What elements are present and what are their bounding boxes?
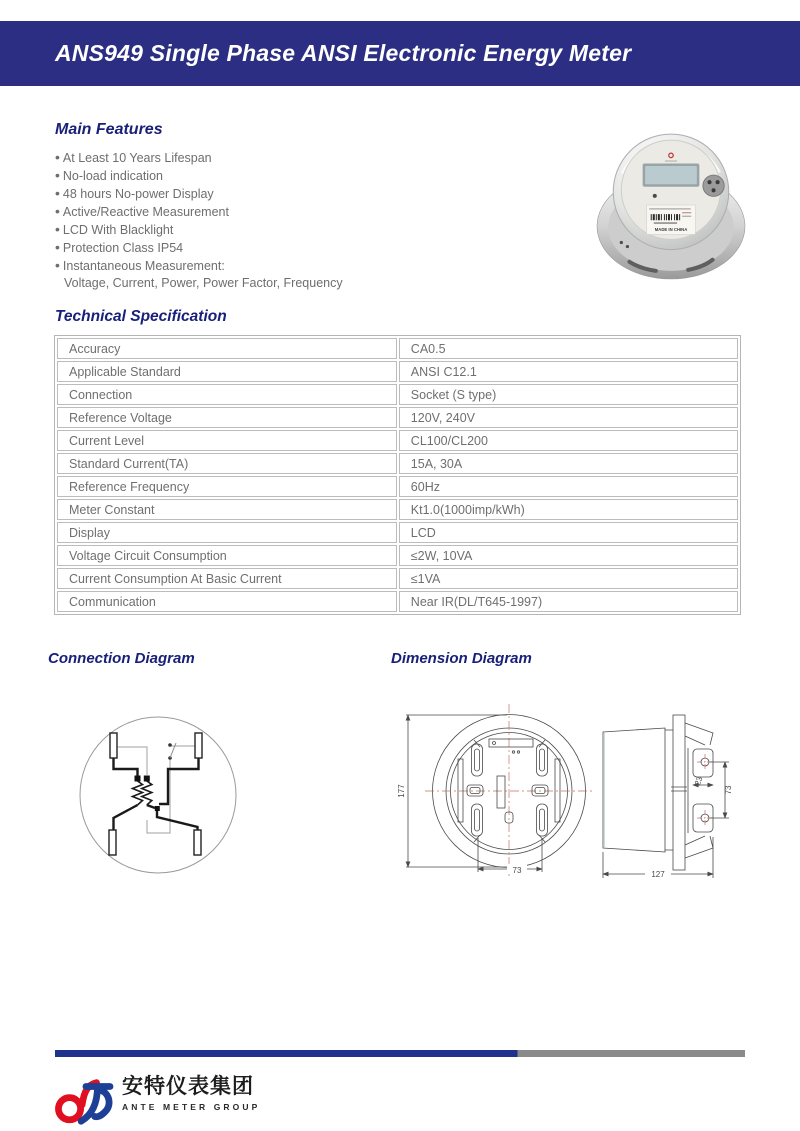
spec-label: Display (57, 522, 397, 543)
optical-port (703, 175, 724, 196)
footer-divider-bar (55, 1050, 745, 1057)
spec-value: ≤1VA (399, 568, 738, 589)
feature-item: • Protection Class IP54 (55, 239, 485, 257)
spec-value: Kt1.0(1000imp/kWh) (399, 499, 738, 520)
spec-value: Near IR(DL/T645-1997) (399, 591, 738, 612)
spec-label: Standard Current(TA) (57, 453, 397, 474)
spec-label: Current Consumption At Basic Current (57, 568, 397, 589)
spec-label: Applicable Standard (57, 361, 397, 382)
table-row (57, 361, 738, 382)
feature-item-continuation: Voltage, Current, Power, Power Factor, Frequency (64, 276, 343, 290)
spec-label: Communication (57, 591, 397, 612)
spec-value: CL100/CL200 (399, 430, 738, 451)
spec-value: LCD (399, 522, 738, 543)
spec-value: 120V, 240V (399, 407, 738, 428)
coil-symbols (133, 781, 152, 805)
pulse-led (653, 194, 657, 198)
company-name-cn: 安特仪表集团 (122, 1075, 254, 1098)
spec-label: Reference Voltage (57, 407, 397, 428)
logo-mark-icon (52, 1074, 116, 1128)
spec-value: ≤2W, 10VA (399, 545, 738, 566)
page-title: ANS949 Single Phase ANSI Electronic Energy Meter (55, 40, 632, 66)
spec-label: Connection (57, 384, 397, 405)
header-banner (0, 21, 800, 86)
table-row (57, 384, 738, 405)
made-in-label: MADE IN CHINA (654, 226, 688, 232)
product-photo (595, 128, 747, 280)
spec-value: 15A, 30A (399, 453, 738, 474)
dimension-diagram-heading: Dimension Diagram (391, 650, 532, 667)
front-view (406, 704, 593, 876)
main-features-heading: Main Features (55, 121, 163, 138)
dim-label-73-side: 73 (724, 785, 733, 795)
side-view (603, 715, 729, 878)
spec-label: Accuracy (57, 338, 397, 359)
feature-item: • LCD With Blacklight (55, 221, 485, 239)
feature-item: • Active/Reactive Measurement (55, 203, 485, 221)
feature-item: • At Least 10 Years Lifespan (55, 149, 485, 167)
spec-label: Reference Frequency (57, 476, 397, 497)
table-row (57, 522, 738, 543)
spec-label: Meter Constant (57, 499, 397, 520)
terminal-blades (109, 733, 202, 855)
dim-label-23: 23 (692, 775, 705, 787)
company-logo (52, 1074, 260, 1128)
table-row (57, 499, 738, 520)
table-row (57, 568, 738, 589)
feature-item: • No-load indication (55, 167, 485, 185)
technical-specification-heading: Technical Specification (55, 308, 227, 325)
feature-item: • Instantaneous Measurement: (55, 257, 485, 275)
feature-item: • 48 hours No-power Display (55, 185, 485, 203)
connection-diagram-heading: Connection Diagram (48, 650, 195, 667)
table-row (57, 453, 738, 474)
dimension-diagram (395, 692, 740, 890)
spec-value: CA0.5 (399, 338, 738, 359)
dim-label-73-front: 73 (512, 866, 522, 875)
spec-value: Socket (S type) (399, 384, 738, 405)
company-name-en: ANTE METER GROUP (122, 1102, 261, 1112)
table-row (57, 545, 738, 566)
voltage-wires (117, 746, 195, 833)
spec-label: Voltage Circuit Consumption (57, 545, 397, 566)
current-wires (114, 758, 199, 830)
table-row (57, 476, 738, 497)
nameplate-label (647, 205, 696, 234)
table-row (57, 407, 738, 428)
dim-label-127: 127 (651, 870, 665, 879)
table-row (57, 430, 738, 451)
feature-list (55, 149, 485, 292)
spec-value: 60Hz (399, 476, 738, 497)
spec-value: ANSI C12.1 (399, 361, 738, 382)
dim-label-177: 177 (397, 784, 406, 798)
table-row (57, 338, 738, 359)
spec-table (54, 335, 741, 615)
spec-label: Current Level (57, 430, 397, 451)
connection-diagram (78, 700, 243, 880)
table-row (57, 591, 738, 612)
